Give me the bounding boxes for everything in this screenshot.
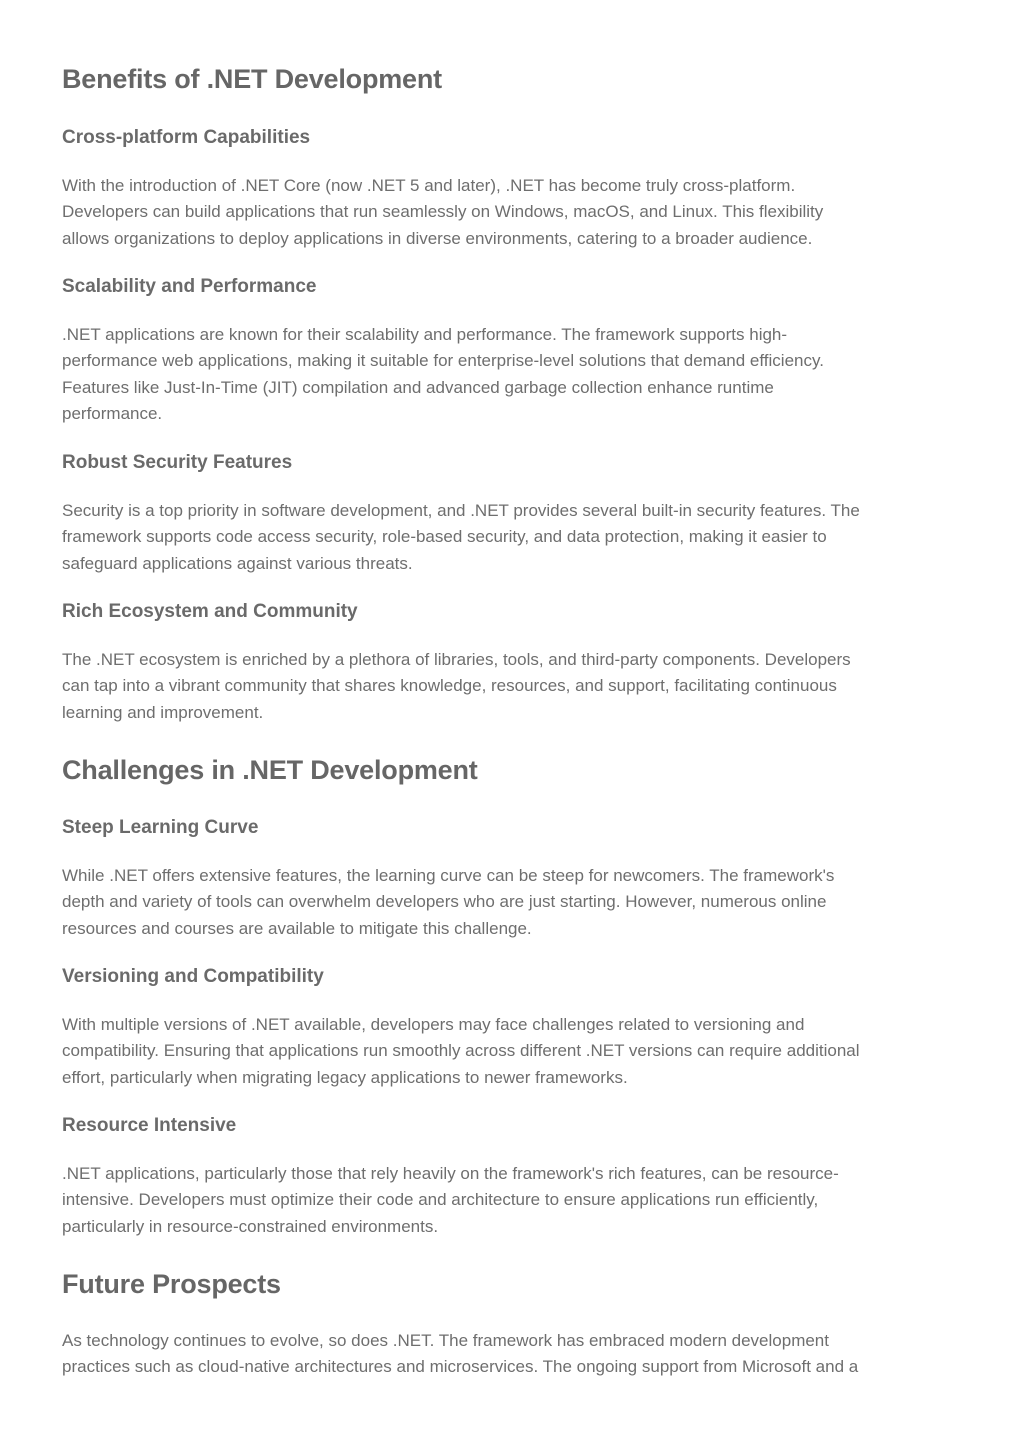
text-line: performance web applications, making it suitable for enterprise-level solutions that demand efficiency. [62,351,824,371]
text-line: particularly in resource-constrained environments. [62,1216,439,1236]
text-line: While .NET offers extensive features, the learning curve can be steep for newcomers. The framework's [62,866,835,885]
paragraph-scalability [62,322,962,428]
section-title-benefits: Benefits of .NET Development [62,64,442,94]
text-line: resources and courses are available to mitigate this challenge. [62,918,532,938]
section-title-challenges: Challenges in .NET Development [62,755,478,785]
text-line: framework supports code access security, role-based security, and data protection, making it easier to [62,527,827,547]
text-line: With multiple versions of .NET available, developers may face challenges related to versioning and [62,1015,805,1034]
paragraph-versioning [62,1012,962,1091]
subheading-learning-curve: Steep Learning Curve [62,817,259,838]
paragraph-security [62,498,962,577]
text-line: practices such as cloud-native architectures and microservices. The ongoing support from Microsoft and a [62,1357,859,1377]
text-line: The .NET ecosystem is enriched by a plethora of libraries, tools, and third-party components. Developers [62,650,851,669]
text-line: can tap into a vibrant community that shares knowledge, resources, and support, facilitating continuous [62,676,837,696]
text-line: safeguard applications against various threats. [62,553,413,573]
subheading-resource-intensive: Resource Intensive [62,1115,237,1136]
text-line: compatibility. Ensuring that applications run smoothly across different .NET versions can require additional [62,1041,860,1061]
subheading-versioning: Versioning and Compatibility [62,966,324,987]
paragraph-learning-curve [62,863,962,942]
paragraph-ecosystem [62,647,962,726]
text-line: Security is a top priority in software development, and .NET provides several built-in security features. The [62,501,860,520]
text-line: learning and improvement. [62,702,264,722]
text-line: As technology continues to evolve, so does .NET. The framework has embraced modern development [62,1331,829,1350]
paragraph-cross-platform [62,173,962,252]
subheading-ecosystem: Rich Ecosystem and Community [62,601,358,622]
text-line: .NET applications, particularly those that rely heavily on the framework's rich features, can be resource- [62,1164,839,1183]
paragraph-resource-intensive [62,1161,962,1240]
text-line: With the introduction of .NET Core (now .NET 5 and later), .NET has become truly cross-platform. [62,176,796,195]
section-title-future: Future Prospects [62,1269,281,1299]
text-line: performance. [62,404,163,424]
text-line: Features like Just-In-Time (JIT) compilation and advanced garbage collection enhance runtime [62,377,774,397]
text-line: Developers can build applications that run seamlessly on Windows, macOS, and Linux. This flexibility [62,202,824,222]
subheading-scalability: Scalability and Performance [62,276,317,297]
paragraph-future [62,1328,962,1381]
text-line: effort, particularly when migrating legacy applications to newer frameworks. [62,1067,628,1087]
text-line: .NET applications are known for their scalability and performance. The framework supports high- [62,325,788,344]
text-line: depth and variety of tools can overwhelm developers who are just starting. However, numerous online [62,892,827,912]
text-line: allows organizations to deploy applications in diverse environments, catering to a broader audience. [62,228,813,248]
text-line: intensive. Developers must optimize their code and architecture to ensure applications run efficiently, [62,1190,819,1210]
subheading-cross-platform: Cross-platform Capabilities [62,127,311,148]
subheading-security: Robust Security Features [62,452,293,473]
